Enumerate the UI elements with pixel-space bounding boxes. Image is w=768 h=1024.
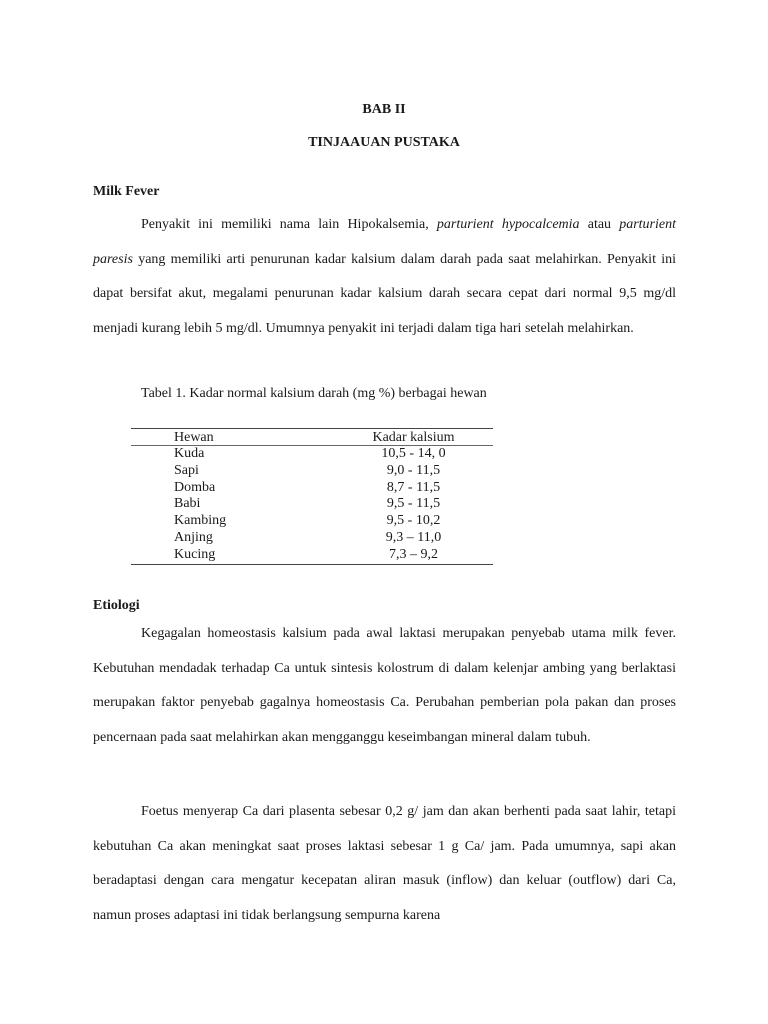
para-text-3: yang memiliki arti penurunan kadar kalsium dalam darah pada saat melahirkan. Penyakit ini dapat bersifat akut, megalami penurunan kadar kalsium darah secara cepat dari normal 9,5 mg/dl menjadi kurang lebih 5 mg/dl. Umumnya penyakit ini terjadi dalam tiga hari setelah melahirkan. (93, 251, 676, 336)
value-cell: 9,5 - 11,5 (386, 496, 441, 512)
animal-cell: Kucing (131, 547, 334, 564)
table-row (131, 513, 493, 530)
table-row (131, 547, 493, 564)
paragraph-milk-fever (93, 208, 676, 346)
para-italic-1: parturient hypocalcemia (436, 217, 580, 232)
table-row (131, 480, 493, 497)
header-kadar-kalsium: Kadar kalsium (334, 429, 493, 446)
paragraph-etiologi-2 (93, 795, 676, 933)
section-heading-milk-fever: Milk Fever (93, 184, 160, 199)
value-cell: 8,7 - 11,5 (386, 479, 441, 495)
chapter-number: BAB II (362, 102, 406, 117)
para-text: Kegagalan homeostasis kalsium pada awal laktasi merupakan penyebab utama milk fever. Kebutuhan mendadak terhadap Ca untuk sintesis kolostrum di dalam kelenjar ambing yang berlaktasi merupakan faktor penyebab gagalnya homeostasis Ca. Perubahan pemberian pola pakan dan proses pencernaan pada saat melahirkan akan mengganggu keseimbangan mineral dalam tubuh. (93, 626, 676, 745)
para-italic-2: parturient paresis (93, 217, 676, 267)
header-hewan: Hewan (131, 429, 334, 446)
animal-cell: Domba (174, 479, 216, 495)
table-row (131, 496, 493, 513)
table-row (131, 530, 493, 547)
section-heading-etiologi: Etiologi (93, 598, 140, 613)
animal-cell: Sapi (174, 462, 199, 478)
para-text-1: Penyakit ini memiliki nama lain Hipokalsemia, (141, 217, 437, 232)
value-cell: 9,3 – 11,0 (385, 529, 442, 545)
para-text-2: atau (579, 217, 620, 232)
calcium-table (131, 428, 493, 565)
value-cell: 10,5 - 14, 0 (381, 446, 446, 461)
table-row (131, 446, 493, 463)
table-header-row (131, 429, 493, 446)
animal-cell: Babi (174, 496, 201, 512)
paragraph-etiologi-1 (93, 617, 676, 755)
table-caption: Tabel 1. Kadar normal kalsium darah (mg %) berbagai hewan (141, 386, 487, 401)
animal-cell: Kuda (174, 446, 205, 461)
para-text: Foetus menyerap Ca dari plasenta sebesar 0,2 g/ jam dan akan berhenti pada saat lahir, tetapi kebutuhan Ca akan meningkat saat proses laktasi sebesar 1 g Ca/ jam. Pada umumnya, sapi akan beradaptasi dengan cara mengatur kecepatan aliran masuk (inflow) dan keluar (outflow) dari Ca, namun proses adaptasi ini tidak berlangsung sempurna karena (93, 804, 676, 923)
chapter-title: TINJAAUAN PUSTAKA (308, 135, 460, 150)
table-row (131, 463, 493, 480)
animal-cell: Kambing (174, 513, 227, 529)
value-cell: 7,3 – 9,2 (334, 547, 493, 564)
animal-cell: Anjing (174, 529, 213, 545)
value-cell: 9,5 - 10,2 (386, 513, 441, 529)
value-cell: 9,0 - 11,5 (386, 462, 441, 478)
